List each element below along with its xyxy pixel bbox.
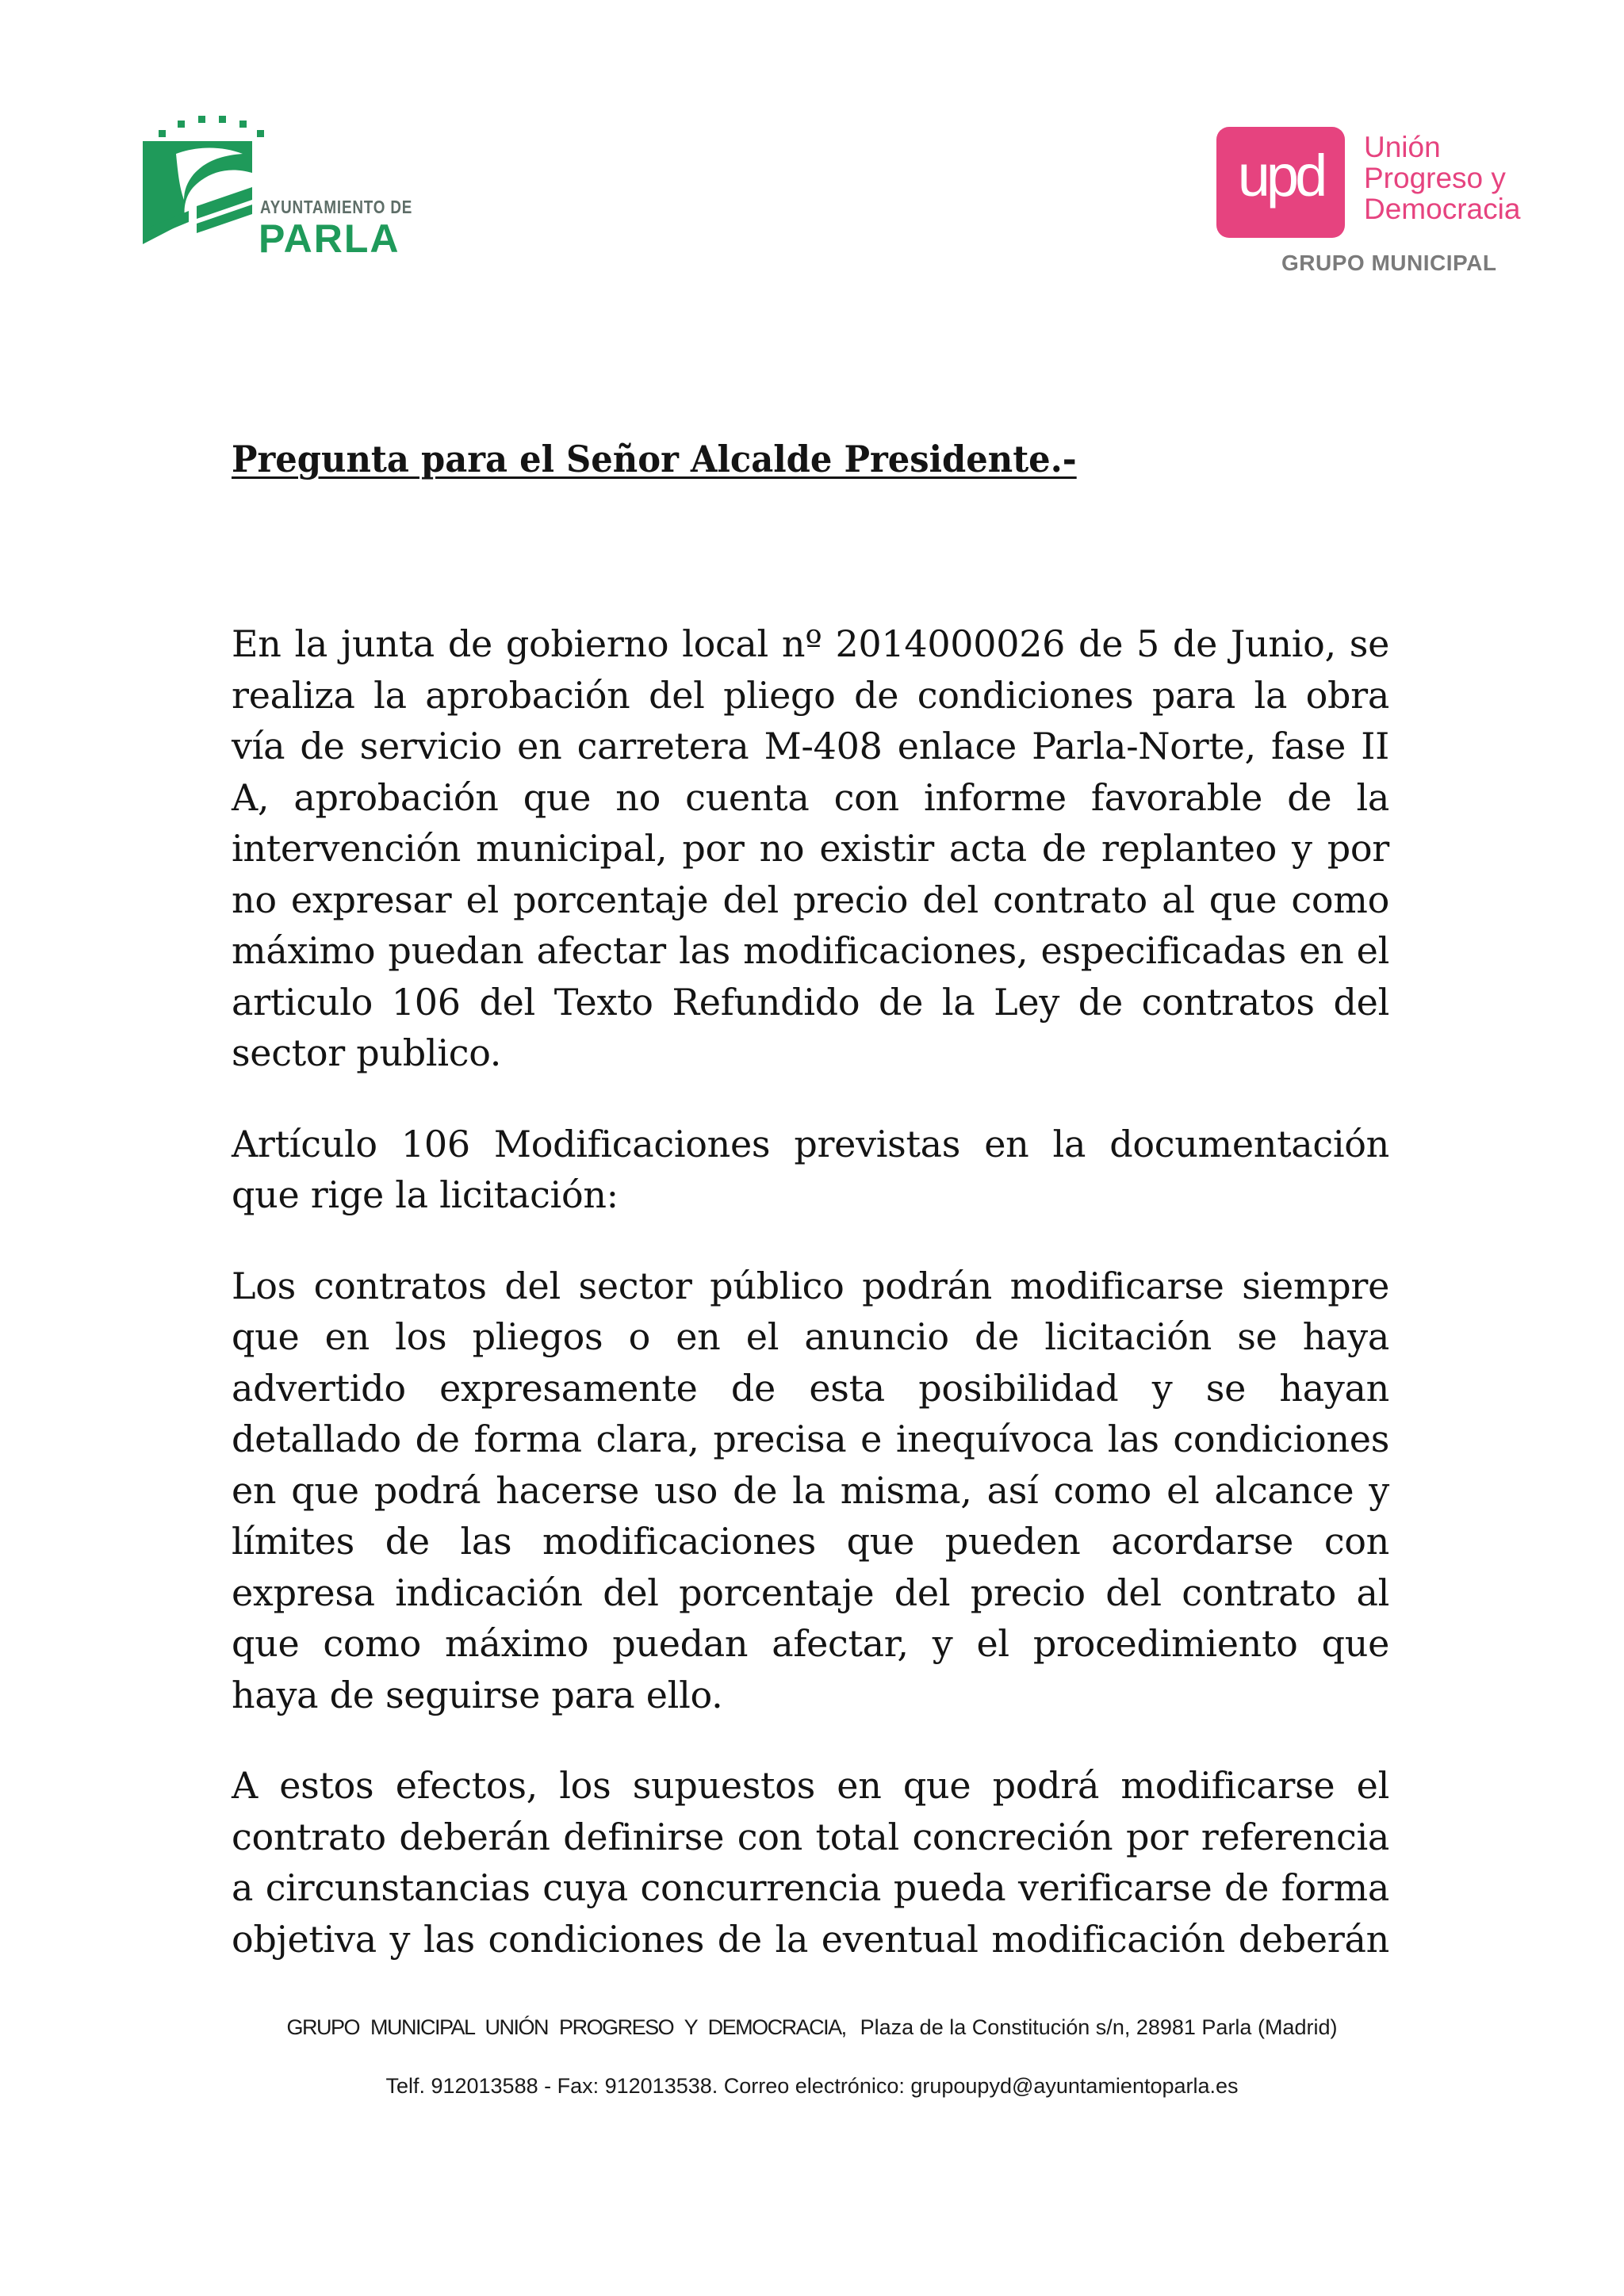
paragraph-line: que como máximo puedan afectar, y el procedimiento que (232, 1622, 1389, 1665)
upd-line-1: Unión (1364, 131, 1441, 163)
paragraph-line: vía de servicio en carretera M-408 enlace Parla-Norte, fase II (232, 725, 1389, 767)
footer-address-line (0, 2015, 1624, 2040)
paragraph-line: articulo 106 del Texto Refundido de la Ley de contratos del (232, 980, 1389, 1024)
parla-logo-subtitle: AYUNTAMIENTO DE (260, 197, 413, 217)
paragraph-1 (232, 618, 1389, 1079)
upd-party-name (1364, 132, 1520, 224)
footer-contact-line (0, 2074, 1624, 2099)
paragraph-line: límites de las modificaciones que pueden acordarse con (232, 1520, 1389, 1563)
paragraph-line: advertido expresamente de esta posibilidad y se hayan (232, 1366, 1389, 1410)
paragraph-line: haya de seguirse para ello. (232, 1673, 723, 1716)
paragraph-line: que rige la licitación: (232, 1173, 619, 1216)
upd-line-3: Democracia (1364, 193, 1521, 225)
paragraph-line: que en los pliegos o en el anuncio de licitación se haya (232, 1315, 1389, 1358)
paragraph-line: Artículo 106 Modificaciones previstas en la documentación (232, 1122, 1389, 1165)
paragraph-3 (232, 1261, 1389, 1721)
footer-org: GRUPO MUNICIPAL UNIÓN PROGRESO Y DEMOCRACIA, (286, 2015, 846, 2039)
upd-group-label: GRUPO MUNICIPAL (1281, 251, 1497, 275)
upd-logo (1216, 127, 1565, 285)
paragraph-line: Los contratos del sector público podrán modificarse siempre (232, 1264, 1389, 1307)
paragraph-line: realiza la aprobación del pliego de condiciones para la obra (232, 673, 1389, 717)
upd-mark-text: upd (1237, 143, 1324, 209)
upd-mark-square (1216, 127, 1345, 238)
footer-address: Plaza de la Constitución s/n, 28981 Parla (Madrid) (860, 2015, 1338, 2039)
paragraph-line: objetiva y las condiciones de la eventual modificación deberán (232, 1917, 1389, 1961)
paragraph-line: contrato deberán definirse con total concreción por referencia (232, 1815, 1389, 1858)
paragraph-line: En la junta de gobierno local nº 2014000026 de 5 de Junio, se (232, 622, 1389, 665)
paragraph-line: máximo puedan afectar las modificaciones, especificadas en el (232, 929, 1389, 972)
paragraph-line: sector publico. (232, 1031, 502, 1074)
paragraph-line: en que podrá hacerse uso de la misma, así como el alcance y (232, 1468, 1389, 1512)
upd-line-2: Progreso y (1364, 162, 1506, 194)
document-title: Pregunta para el Señor Alcalde Presidente.- (232, 438, 1077, 480)
ayuntamiento-parla-logo (141, 111, 427, 262)
paragraph-line: detallado de forma clara, precisa e inequívoca las condiciones (232, 1418, 1389, 1460)
paragraph-line: A estos efectos, los supuestos en que podrá modificarse el (232, 1764, 1389, 1807)
document-body (232, 618, 1389, 2004)
paragraph-line: no expresar el porcentaje del precio del contrato al que como (232, 878, 1389, 921)
paragraph-2 (232, 1119, 1389, 1221)
paragraph-line: expresa indicación del porcentaje del precio del contrato al (232, 1571, 1389, 1614)
footer-contact: Telf. 912013588 - Fax: 912013538. Correo electrónico: grupoupyd@ayuntamientoparla.es (385, 2074, 1239, 2098)
paragraph-4 (232, 1760, 1389, 1965)
paragraph-line: intervención municipal, por no existir acta de replanteo y por (232, 827, 1389, 870)
paragraph-line: a circunstancias cuya concurrencia pueda verificarse de forma (232, 1866, 1389, 1909)
parla-logo-name: PARLA (259, 216, 400, 261)
paragraph-line: A, aprobación que no cuenta con informe favorable de la (232, 775, 1389, 819)
